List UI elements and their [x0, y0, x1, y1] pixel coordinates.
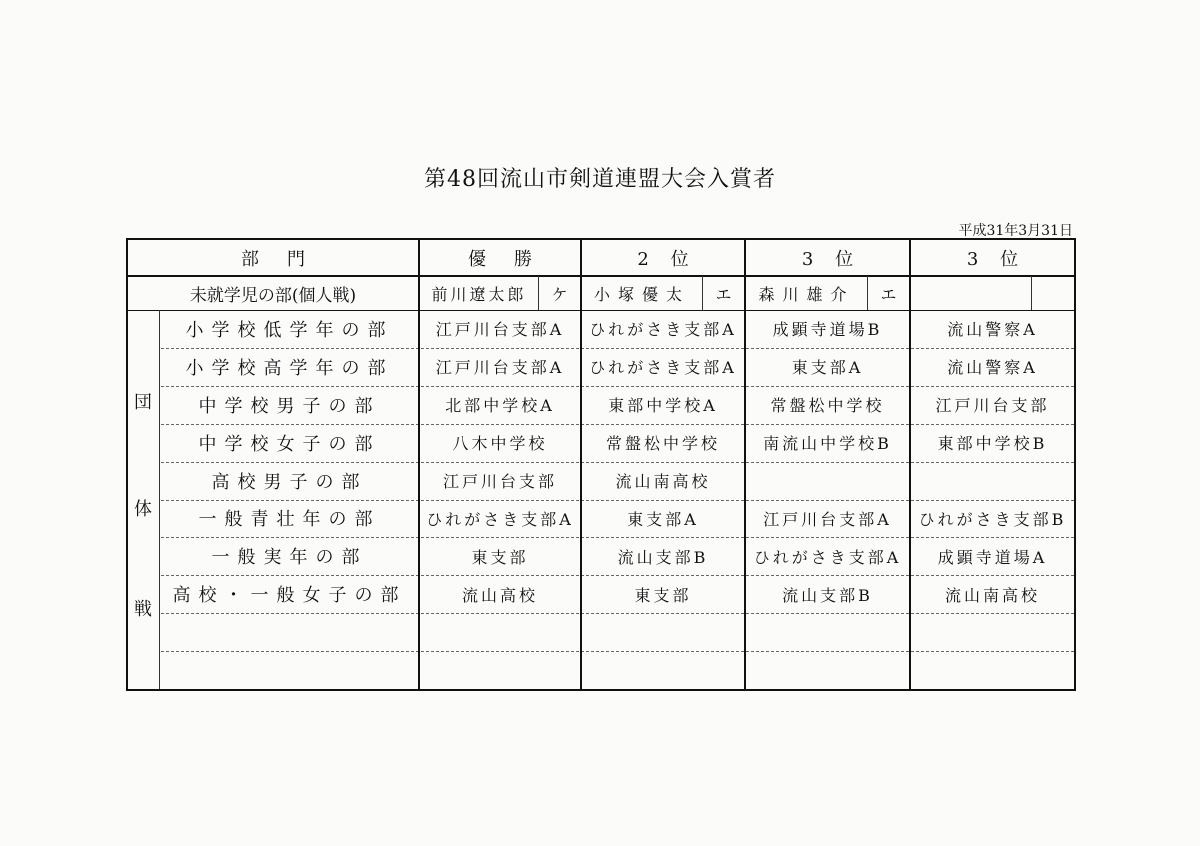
team-first-5: 江戸川台支部	[442, 472, 557, 492]
team-first-2: 江戸川台支部A	[435, 358, 565, 378]
individual-division: 未就学児の部(個人戦)	[189, 285, 357, 306]
row-divider-3	[161, 424, 1074, 425]
row-divider-6	[161, 537, 1074, 538]
team-label-3: 戦	[134, 599, 152, 620]
team-division-6: 一般青壮年の部	[198, 509, 381, 531]
team-division-9	[161, 613, 418, 651]
individual-second-name: 小塚優太	[593, 284, 690, 304]
individual-third-a-name: 森川雄介	[758, 284, 855, 304]
team-second-7: 流山支部B	[617, 547, 709, 567]
team-third-b-1: 流山警察A	[947, 320, 1038, 340]
individual-second-mark: エ	[715, 284, 732, 304]
row-divider-7	[161, 575, 1074, 576]
team-second-8: 東支部	[634, 585, 692, 605]
row-divider-4	[161, 462, 1074, 463]
team-division-7: 一般実年の部	[211, 547, 368, 569]
team-third-a-8: 流山支部B	[782, 585, 873, 605]
individual-third-b-name	[911, 276, 1032, 310]
team-second-1: ひれがさき支部A	[589, 320, 737, 340]
team-first-6: ひれがさき支部A	[426, 509, 574, 529]
team-third-a-5	[746, 462, 909, 500]
team-first-3: 北部中学校A	[445, 396, 555, 416]
column-divider-2	[580, 240, 582, 689]
team-second-10	[582, 651, 744, 689]
team-first-8: 流山高校	[461, 585, 538, 605]
team-second-5: 流山南高校	[615, 472, 711, 492]
team-third-b-6: ひれがさき支部B	[918, 509, 1067, 529]
team-third-a-2: 東支部A	[791, 358, 864, 378]
header-divider	[128, 275, 1074, 277]
team-second-3: 東部中学校A	[608, 396, 718, 416]
team-division-3: 中学校男子の部	[198, 395, 381, 417]
team-first-10	[420, 651, 580, 689]
team-third-a-9	[746, 613, 909, 651]
team-third-b-5	[911, 462, 1074, 500]
column-divider-3	[744, 240, 746, 689]
mark-divider-1	[538, 276, 539, 310]
header-third-b: 3 位	[966, 249, 1027, 270]
date-label: 平成31年3月31日	[958, 223, 1073, 239]
team-third-b-2: 流山警察A	[947, 358, 1038, 378]
team-division-2: 小学校高学年の部	[185, 357, 394, 379]
team-second-2: ひれがさき支部A	[589, 358, 737, 378]
team-third-a-4: 南流山中学校B	[763, 434, 892, 454]
team-third-b-3: 江戸川台支部	[935, 396, 1050, 416]
team-third-a-3: 常盤松中学校	[770, 396, 885, 416]
individual-first-name: 前川遼太郎	[431, 284, 527, 304]
team-third-a-7: ひれがさき支部A	[753, 547, 902, 567]
mark-divider-2	[702, 276, 703, 310]
team-division-4: 中学校女子の部	[198, 433, 381, 455]
team-second-9	[582, 613, 744, 651]
column-divider-1	[418, 240, 420, 689]
team-first-7: 東支部	[471, 547, 529, 567]
team-second-6: 東支部A	[627, 509, 699, 529]
team-third-a-1: 成顕寺道場B	[772, 320, 883, 340]
team-label-1: 団	[134, 392, 152, 413]
header-division: 部門	[241, 249, 333, 270]
team-division-1: 小学校低学年の部	[185, 319, 394, 341]
team-third-a-6: 江戸川台支部A	[763, 509, 892, 529]
individual-third-a-mark: エ	[880, 284, 897, 304]
row-divider-1	[161, 348, 1074, 349]
header-third-a: 3 位	[801, 249, 862, 270]
team-third-b-9	[911, 613, 1074, 651]
page-title: 第48回流山市剣道連盟大会入賞者	[424, 167, 776, 192]
mark-divider-3	[867, 276, 868, 310]
team-division-10	[161, 651, 418, 689]
team-third-b-10	[911, 651, 1074, 689]
team-first-9	[420, 613, 580, 651]
team-third-b-8: 流山南高校	[944, 585, 1040, 605]
individual-divider	[128, 310, 1074, 311]
team-first-4: 八木中学校	[452, 434, 548, 454]
row-divider-5	[161, 500, 1074, 501]
header-first: 優勝	[468, 249, 560, 270]
results-table	[126, 238, 1076, 691]
column-divider-4	[909, 240, 911, 689]
team-label-divider	[159, 310, 160, 689]
team-second-4: 常盤松中学校	[605, 434, 720, 454]
team-label-2: 体	[134, 499, 152, 520]
team-division-5: 高校男子の部	[211, 471, 368, 493]
team-third-b-7: 成顕寺道場A	[937, 547, 1048, 567]
team-third-a-10	[746, 651, 909, 689]
team-first-1: 江戸川台支部A	[435, 320, 565, 340]
row-divider-8	[161, 613, 1074, 614]
mark-divider-4	[1031, 276, 1032, 310]
row-divider-9	[161, 651, 1074, 652]
team-third-b-4: 東部中学校B	[937, 434, 1048, 454]
team-division-8: 高校・一般女子の部	[172, 585, 407, 607]
header-second: 2 位	[637, 249, 697, 270]
row-divider-2	[161, 386, 1074, 387]
individual-third-b-mark	[1033, 276, 1074, 310]
individual-first-mark: ケ	[551, 284, 568, 304]
